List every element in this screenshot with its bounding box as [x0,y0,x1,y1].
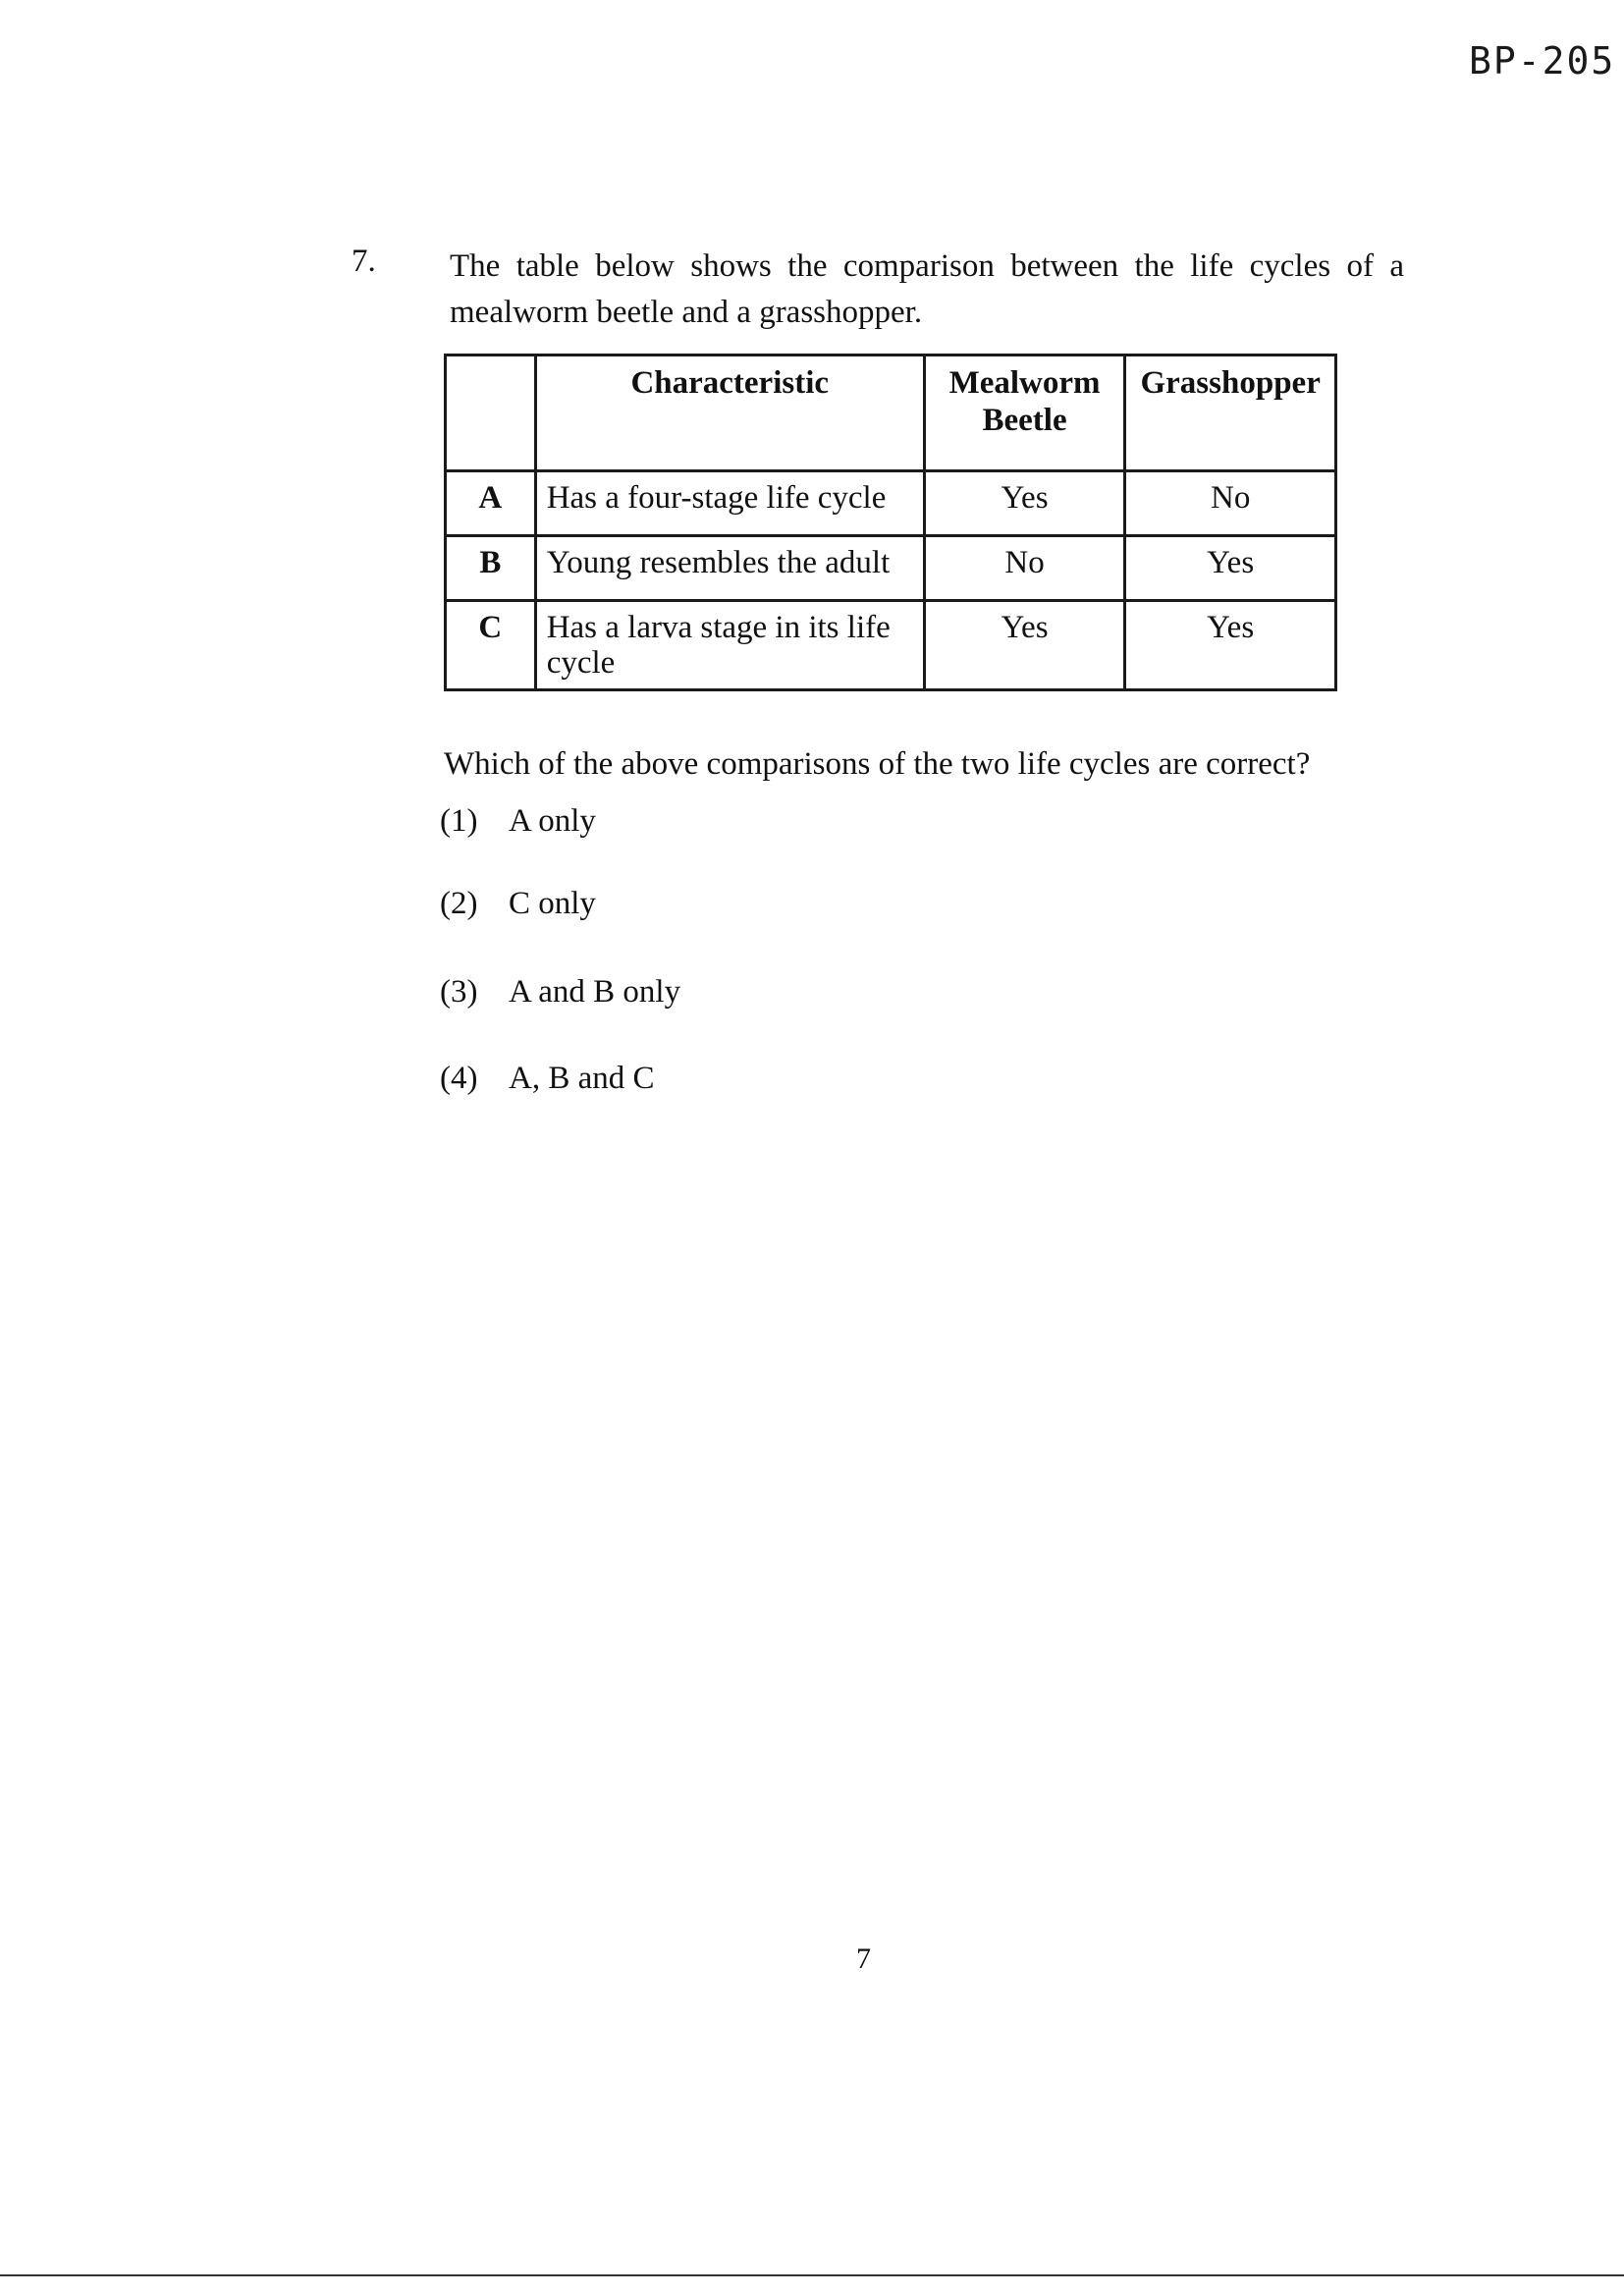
option-3[interactable] [440,974,680,1011]
paper-code: BP-205 [1469,39,1616,82]
row-mealworm-value: No [924,536,1125,601]
option-1[interactable] [440,803,596,840]
row-characteristic: Young resembles the adult [535,536,924,601]
table-row [446,601,1336,690]
bottom-rule [0,2274,1624,2276]
question-prompt: Which of the above comparisons of the two life cycles are correct? [444,746,1311,782]
row-id: B [446,536,536,601]
row-mealworm-value: Yes [924,601,1125,690]
row-grasshopper-value: No [1125,471,1336,536]
header-characteristic: Characteristic [535,355,924,471]
row-characteristic: Has a larva stage in its life cycle [535,601,924,690]
question-stem: The table below shows the comparison between the life cycles of a mealworm beetle and a grasshopper. [450,248,1404,330]
row-grasshopper-value: Yes [1125,601,1336,690]
row-characteristic: Has a four-stage life cycle [535,471,924,536]
option-number: (3) [440,974,478,1010]
option-text: A and B only [509,974,681,1010]
option-4[interactable] [440,1061,655,1097]
option-text: C only [509,886,596,921]
row-grasshopper-value: Yes [1125,536,1336,601]
option-number: (1) [440,803,478,839]
row-id: C [446,601,536,690]
header-blank-cell [446,355,536,471]
question-number: 7. [352,244,376,279]
row-id: A [446,471,536,536]
option-2[interactable] [440,886,596,922]
table-row [446,471,1336,536]
option-text: A, B and C [509,1061,655,1096]
table-row [446,536,1336,601]
comparison-table [444,354,1337,691]
option-number: (2) [440,886,478,921]
row-mealworm-value: Yes [924,471,1125,536]
option-number: (4) [440,1061,478,1096]
header-mealworm-beetle: Mealworm Beetle [924,355,1125,471]
page-number: 7 [856,1942,871,1975]
header-grasshopper: Grasshopper [1125,355,1336,471]
option-text: A only [509,803,596,839]
table-header-row [446,355,1336,471]
